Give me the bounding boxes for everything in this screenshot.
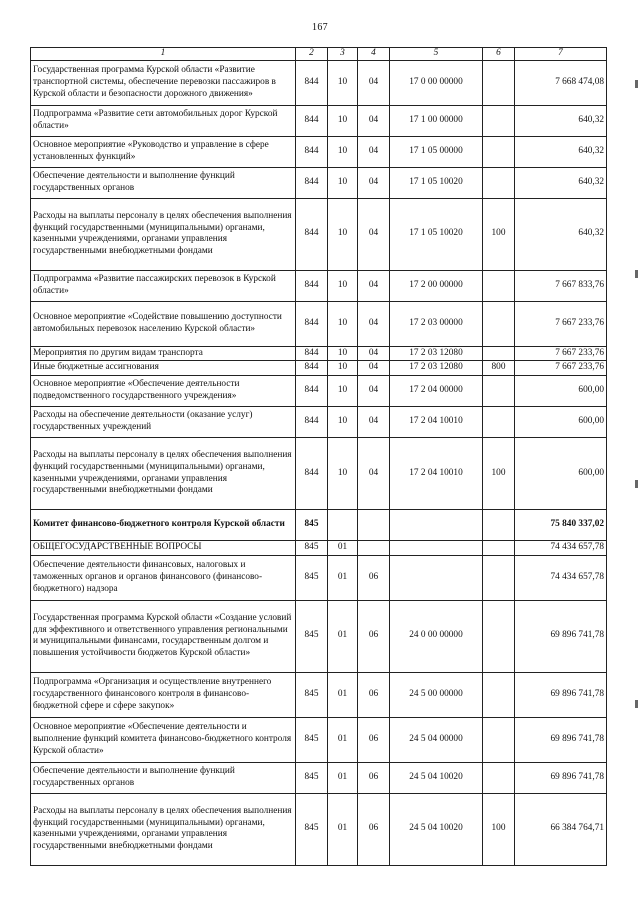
- row-vr-code: 100: [483, 793, 515, 865]
- row-rz-code: 10: [328, 198, 358, 270]
- row-pr-code: 04: [358, 198, 390, 270]
- row-vr-code: [483, 167, 515, 198]
- row-sum: 600,00: [515, 376, 607, 407]
- row-pr-code: 06: [358, 600, 390, 672]
- row-name: Обеспечение деятельности и выполнение функций государственных органов: [31, 762, 296, 793]
- row-sum: 66 384 764,71: [515, 793, 607, 865]
- table-row: [31, 510, 607, 541]
- row-pr-code: 04: [358, 60, 390, 105]
- row-gr-code: 845: [296, 600, 328, 672]
- row-csr-code: 17 2 04 10010: [390, 438, 483, 510]
- row-csr-code: 24 0 00 00000: [390, 600, 483, 672]
- row-gr-code: 845: [296, 672, 328, 717]
- row-vr-code: [483, 541, 515, 556]
- table-row: [31, 346, 607, 361]
- row-name: Основное мероприятие «Обеспечение деятельности и выполнение функций комитета финансово-бюджетного контроля Курской области»: [31, 717, 296, 762]
- scan-edge-marks: [634, 60, 638, 780]
- row-sum: 600,00: [515, 438, 607, 510]
- row-rz-code: 10: [328, 346, 358, 361]
- row-csr-code: 17 2 03 00000: [390, 301, 483, 346]
- column-header: 1: [31, 48, 296, 61]
- row-vr-code: [483, 301, 515, 346]
- row-csr-code: 17 1 05 10020: [390, 167, 483, 198]
- row-csr-code: 24 5 00 00000: [390, 672, 483, 717]
- row-csr-code: [390, 510, 483, 541]
- row-csr-code: [390, 541, 483, 556]
- row-sum: 7 667 233,76: [515, 361, 607, 376]
- table-row: [31, 672, 607, 717]
- scan-mark: [635, 80, 638, 88]
- row-name: Расходы на выплаты персоналу в целях обеспечения выполнения функций государственными (муниципальными) органами, казенными учреждениями, органами управления государственными внебюджетными фондами: [31, 198, 296, 270]
- row-rz-code: 01: [328, 541, 358, 556]
- row-pr-code: 04: [358, 407, 390, 438]
- row-vr-code: [483, 376, 515, 407]
- row-name: Основное мероприятие «Содействие повышению доступности автомобильных перевозок населению Курской области»: [31, 301, 296, 346]
- row-pr-code: 04: [358, 376, 390, 407]
- row-vr-code: [483, 346, 515, 361]
- row-gr-code: 844: [296, 346, 328, 361]
- row-name: Расходы на выплаты персоналу в целях обеспечения выполнения функций государственными (муниципальными) органами, казенными учреждениями, органами управления государственными внебюджетными фондами: [31, 438, 296, 510]
- row-gr-code: 844: [296, 136, 328, 167]
- row-pr-code: [358, 510, 390, 541]
- row-gr-code: 844: [296, 270, 328, 301]
- row-vr-code: 100: [483, 438, 515, 510]
- row-rz-code: [328, 510, 358, 541]
- row-rz-code: 01: [328, 555, 358, 600]
- column-header: 5: [390, 48, 483, 61]
- row-vr-code: [483, 136, 515, 167]
- table-row: [31, 105, 607, 136]
- row-name: Подпрограмма «Развитие сети автомобильных дорог Курской области»: [31, 105, 296, 136]
- row-rz-code: 10: [328, 301, 358, 346]
- row-sum: 75 840 337,02: [515, 510, 607, 541]
- row-rz-code: 10: [328, 361, 358, 376]
- row-pr-code: 04: [358, 270, 390, 301]
- row-name: Основное мероприятие «Руководство и управление в сфере установленных функций»: [31, 136, 296, 167]
- scan-mark: [635, 700, 638, 708]
- row-vr-code: [483, 510, 515, 541]
- row-vr-code: [483, 600, 515, 672]
- row-rz-code: 10: [328, 270, 358, 301]
- row-vr-code: [483, 555, 515, 600]
- row-csr-code: 17 0 00 00000: [390, 60, 483, 105]
- table-row: [31, 600, 607, 672]
- table-row: [31, 541, 607, 556]
- row-csr-code: 17 2 00 00000: [390, 270, 483, 301]
- row-gr-code: 845: [296, 717, 328, 762]
- row-rz-code: 10: [328, 105, 358, 136]
- row-name: Государственная программа Курской области «Развитие транспортной системы, обеспечение перевозки пассажиров в Курской области и безопасности дорожного движения»: [31, 60, 296, 105]
- row-name: Подпрограмма «Организация и осуществление внутреннего государственного финансового контроля в финансово-бюджетной сфере и сфере закупок»: [31, 672, 296, 717]
- row-name: Основное мероприятие «Обеспечение деятельности подведомственного государственного учреждения»: [31, 376, 296, 407]
- table-row: [31, 136, 607, 167]
- row-name: Расходы на выплаты персоналу в целях обеспечения выполнения функций государственными (муниципальными) органами, казенными учреждениями, органами управления государственными внебюджетными фондами: [31, 793, 296, 865]
- row-gr-code: 845: [296, 555, 328, 600]
- row-sum: 640,32: [515, 198, 607, 270]
- row-vr-code: [483, 60, 515, 105]
- table-row: [31, 438, 607, 510]
- table-row: [31, 301, 607, 346]
- row-rz-code: 10: [328, 407, 358, 438]
- row-gr-code: 844: [296, 376, 328, 407]
- row-rz-code: 10: [328, 60, 358, 105]
- row-gr-code: 844: [296, 361, 328, 376]
- column-header: 7: [515, 48, 607, 61]
- table-row: [31, 167, 607, 198]
- row-sum: 7 667 233,76: [515, 346, 607, 361]
- row-sum: 69 896 741,78: [515, 762, 607, 793]
- row-name: Подпрограмма «Развитие пассажирских перевозок в Курской области»: [31, 270, 296, 301]
- row-csr-code: 17 2 03 12080: [390, 361, 483, 376]
- row-rz-code: 01: [328, 600, 358, 672]
- row-name: ОБЩЕГОСУДАРСТВЕННЫЕ ВОПРОСЫ: [31, 541, 296, 556]
- table-row: [31, 361, 607, 376]
- row-csr-code: 24 5 04 10020: [390, 762, 483, 793]
- budget-table: [30, 47, 607, 866]
- row-vr-code: 100: [483, 198, 515, 270]
- row-name: Комитет финансово-бюджетного контроля Курской области: [31, 510, 296, 541]
- row-sum: 69 896 741,78: [515, 672, 607, 717]
- row-gr-code: 844: [296, 167, 328, 198]
- row-pr-code: 06: [358, 555, 390, 600]
- row-gr-code: 845: [296, 510, 328, 541]
- row-gr-code: 845: [296, 762, 328, 793]
- row-rz-code: 01: [328, 793, 358, 865]
- row-csr-code: [390, 555, 483, 600]
- row-pr-code: 04: [358, 301, 390, 346]
- row-sum: 7 667 833,76: [515, 270, 607, 301]
- row-pr-code: 04: [358, 438, 390, 510]
- row-gr-code: 844: [296, 105, 328, 136]
- row-pr-code: 06: [358, 762, 390, 793]
- row-pr-code: 04: [358, 361, 390, 376]
- row-pr-code: 04: [358, 167, 390, 198]
- row-sum: 7 667 233,76: [515, 301, 607, 346]
- row-name: Мероприятия по другим видам транспорта: [31, 346, 296, 361]
- row-sum: 69 896 741,78: [515, 717, 607, 762]
- row-rz-code: 10: [328, 136, 358, 167]
- row-name: Расходы на обеспечение деятельности (оказание услуг) государственных учреждений: [31, 407, 296, 438]
- row-rz-code: 01: [328, 672, 358, 717]
- row-vr-code: [483, 270, 515, 301]
- row-rz-code: 10: [328, 167, 358, 198]
- column-header: 2: [296, 48, 328, 61]
- row-sum: 640,32: [515, 105, 607, 136]
- table-row: [31, 198, 607, 270]
- row-csr-code: 17 2 04 00000: [390, 376, 483, 407]
- row-name: Иные бюджетные ассигнования: [31, 361, 296, 376]
- row-pr-code: 06: [358, 672, 390, 717]
- row-csr-code: 24 5 04 00000: [390, 717, 483, 762]
- table-row: [31, 762, 607, 793]
- row-pr-code: 06: [358, 717, 390, 762]
- row-gr-code: 844: [296, 198, 328, 270]
- column-header: 4: [358, 48, 390, 61]
- row-rz-code: 10: [328, 438, 358, 510]
- row-csr-code: 17 2 03 12080: [390, 346, 483, 361]
- row-sum: 7 668 474,08: [515, 60, 607, 105]
- row-vr-code: [483, 672, 515, 717]
- row-csr-code: 17 1 05 00000: [390, 136, 483, 167]
- row-vr-code: [483, 105, 515, 136]
- row-vr-code: [483, 717, 515, 762]
- row-sum: 74 434 657,78: [515, 541, 607, 556]
- column-header: 3: [328, 48, 358, 61]
- row-pr-code: 04: [358, 346, 390, 361]
- row-vr-code: 800: [483, 361, 515, 376]
- table-row: [31, 270, 607, 301]
- row-csr-code: 17 1 00 00000: [390, 105, 483, 136]
- row-sum: 640,32: [515, 167, 607, 198]
- row-rz-code: 01: [328, 762, 358, 793]
- row-rz-code: 10: [328, 376, 358, 407]
- row-pr-code: 06: [358, 793, 390, 865]
- table-row: [31, 407, 607, 438]
- table-header-row: [31, 48, 607, 61]
- row-sum: 600,00: [515, 407, 607, 438]
- row-gr-code: 844: [296, 301, 328, 346]
- row-rz-code: 01: [328, 717, 358, 762]
- row-name: Государственная программа Курской области «Создание условий для эффективного и ответственного управления региональными и муниципальными финансами, государственным долгом и повышения устойчивости бюджетов Курской области»: [31, 600, 296, 672]
- row-sum: 69 896 741,78: [515, 600, 607, 672]
- row-sum: 640,32: [515, 136, 607, 167]
- row-csr-code: 17 2 04 10010: [390, 407, 483, 438]
- row-gr-code: 844: [296, 60, 328, 105]
- table-row: [31, 60, 607, 105]
- page-number: 167: [312, 22, 328, 33]
- table-row: [31, 555, 607, 600]
- table-row: [31, 793, 607, 865]
- row-pr-code: 04: [358, 105, 390, 136]
- row-name: Обеспечение деятельности и выполнение функций государственных органов: [31, 167, 296, 198]
- scan-mark: [635, 270, 638, 278]
- row-gr-code: 844: [296, 438, 328, 510]
- scan-mark: [635, 480, 638, 488]
- row-vr-code: [483, 762, 515, 793]
- row-gr-code: 845: [296, 541, 328, 556]
- row-csr-code: 17 1 05 10020: [390, 198, 483, 270]
- row-name: Обеспечение деятельности финансовых, налоговых и таможенных органов и органов финансового (финансово-бюджетного) надзора: [31, 555, 296, 600]
- table-row: [31, 717, 607, 762]
- column-header: 6: [483, 48, 515, 61]
- row-pr-code: 04: [358, 136, 390, 167]
- table-row: [31, 376, 607, 407]
- row-csr-code: 24 5 04 10020: [390, 793, 483, 865]
- row-gr-code: 844: [296, 407, 328, 438]
- row-sum: 74 434 657,78: [515, 555, 607, 600]
- row-vr-code: [483, 407, 515, 438]
- row-gr-code: 845: [296, 793, 328, 865]
- row-pr-code: [358, 541, 390, 556]
